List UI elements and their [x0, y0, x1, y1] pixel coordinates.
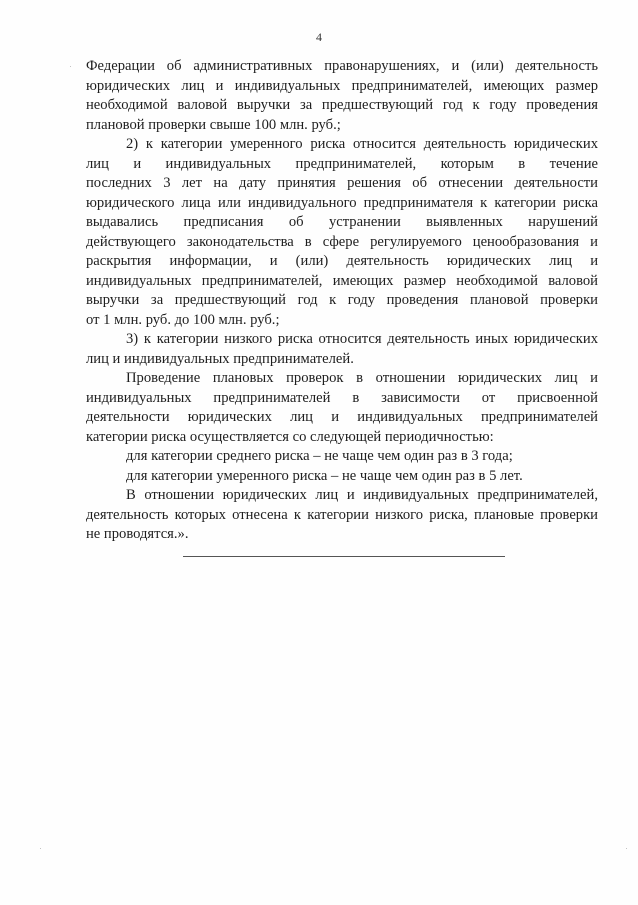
text-line: раскрытия информации, и (или) деятельность юридических лиц и	[86, 253, 598, 269]
page-number: 4	[316, 30, 322, 44]
text-line: индивидуальных предпринимателей в зависимости от присвоенной	[86, 389, 598, 406]
text-line: для категории умеренного риска – не чаще чем один раз в 5 лет.	[126, 467, 523, 484]
text-line: плановой проверки свыше 100 млн. руб.;	[86, 116, 341, 133]
document-body	[86, 57, 598, 545]
text-line: Проведение плановых проверок в отношении юридических лиц и	[126, 370, 598, 386]
scan-speck	[626, 848, 627, 849]
text-line: В отношении юридических лиц и индивидуальных предпринимателей,	[126, 487, 598, 503]
text-line: индивидуальных предпринимателей, имеющих размер необходимой валовой	[86, 272, 598, 289]
text-line: юридических лиц и индивидуальных предпринимателей, имеющих размер	[86, 77, 598, 94]
text-line: лиц и индивидуальных предпринимателей.	[86, 350, 354, 367]
closing-separator-line	[183, 556, 505, 557]
text-line: необходимой валовой выручки за предшествующий год к году проведения	[86, 97, 598, 113]
text-line: деятельности юридических лиц и индивидуальных предпринимателей	[86, 409, 598, 425]
text-line: действующего законодательства в сфере регулируемого ценообразования и	[86, 233, 598, 250]
text-line: выдавались предписания об устранении выявленных нарушений	[86, 214, 598, 230]
text-line: 2) к категории умеренного риска относится деятельность юридических	[126, 136, 598, 152]
text-line: последних 3 лет на дату принятия решения об отнесении деятельности	[86, 175, 598, 191]
text-line: выручки за предшествующий год к году проведения плановой проверки	[86, 292, 598, 308]
text-line: от 1 млн. руб. до 100 млн. руб.;	[86, 311, 280, 328]
text-line: лиц и индивидуальных предпринимателей, которым в течение	[86, 155, 598, 172]
text-line: 3) к категории низкого риска относится деятельность иных юридических	[126, 331, 598, 347]
text-line: деятельность которых отнесена к категории низкого риска, плановые проверки	[86, 506, 598, 523]
text-line: для категории среднего риска – не чаще чем один раз в 3 года;	[126, 448, 513, 464]
text-line: категории риска осуществляется со следующей периодичностью:	[86, 428, 494, 445]
text-line: не проводятся.».	[86, 526, 189, 542]
scan-speck	[70, 66, 71, 67]
scan-speck	[40, 848, 41, 849]
text-line: юридического лица или индивидуального предпринимателя к категории риска	[86, 194, 598, 211]
text-line: Федерации об административных правонарушениях, и (или) деятельность	[86, 58, 598, 74]
